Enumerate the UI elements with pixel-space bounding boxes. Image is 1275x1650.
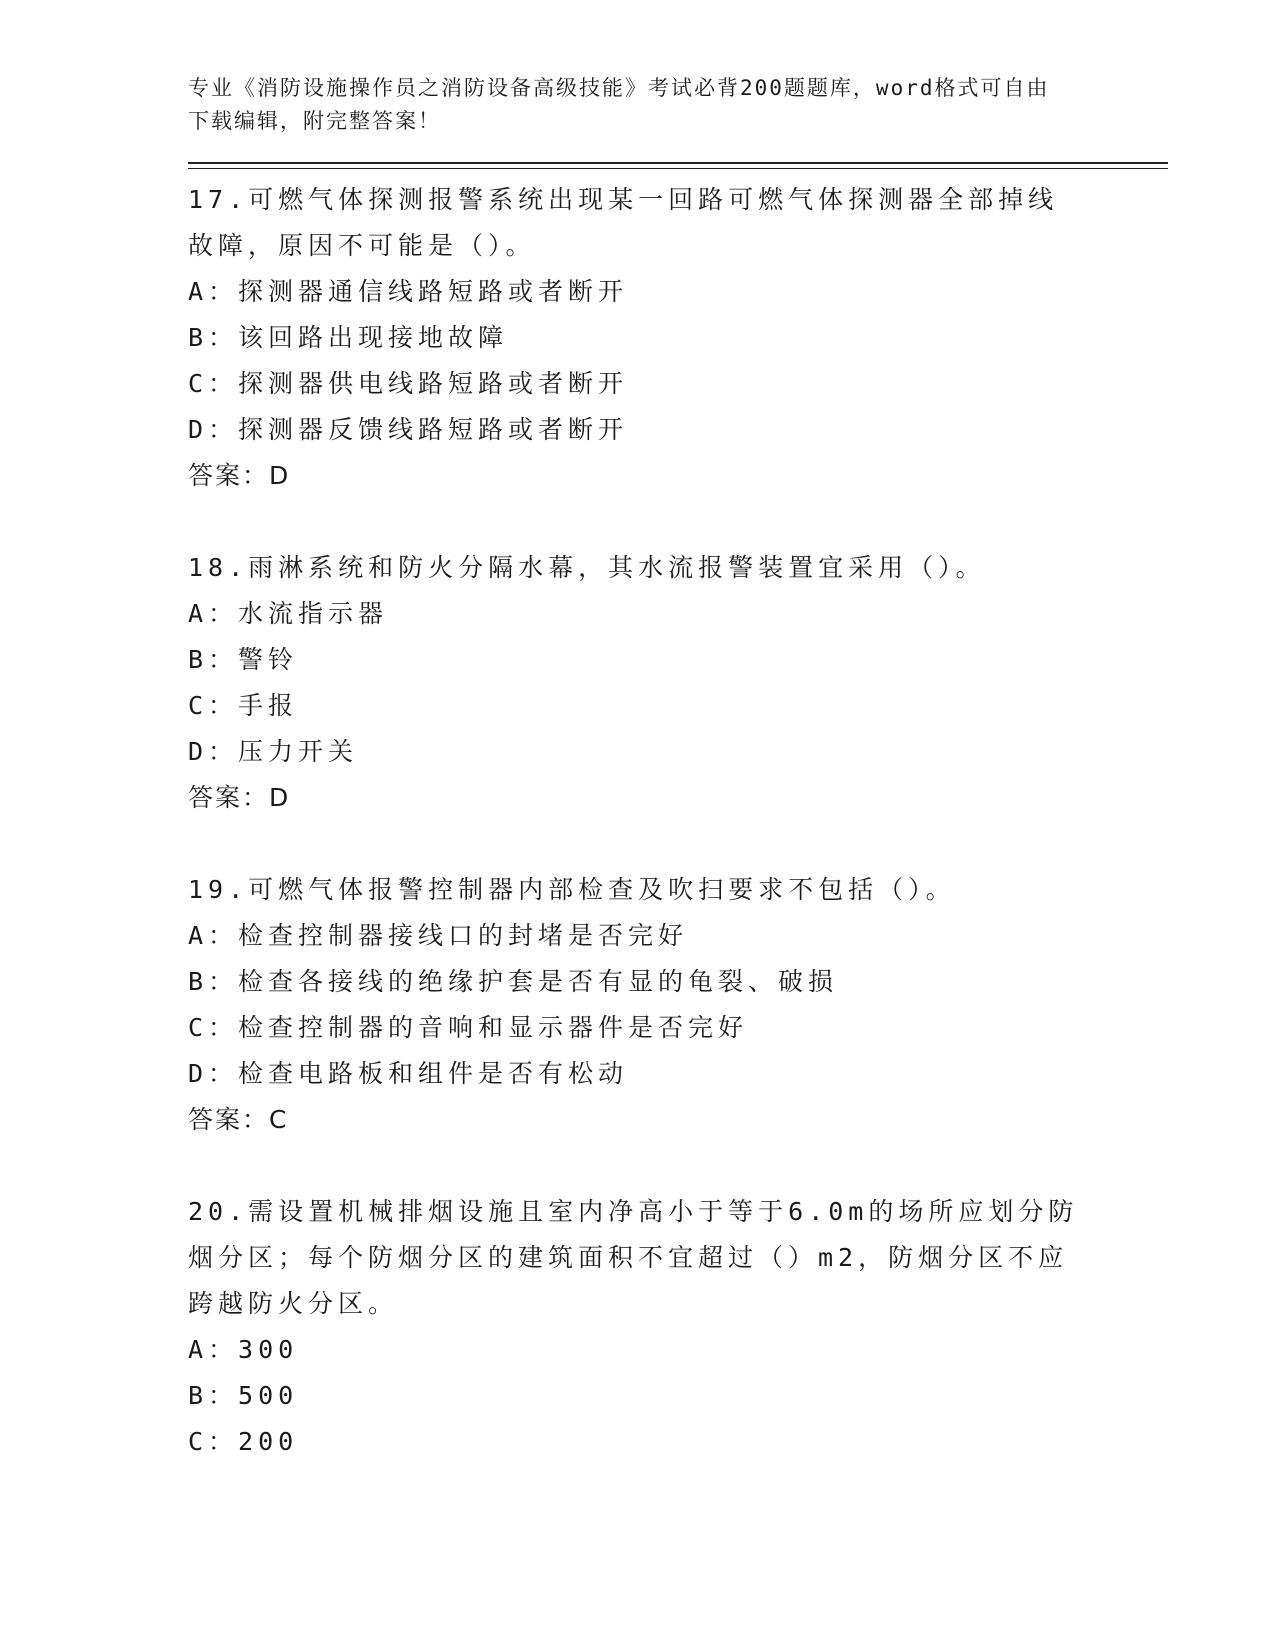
option-a: A：水流指示器 bbox=[188, 599, 389, 628]
question-18 bbox=[188, 545, 1168, 821]
question-stem: 18.雨淋系统和防火分隔水幕，其水流报警装置宜采用（）。 bbox=[188, 553, 986, 582]
answer-line: 答案：C bbox=[188, 1105, 289, 1134]
option-d: D：探测器反馈线路短路或者断开 bbox=[188, 415, 629, 444]
option-b: B：500 bbox=[188, 1381, 299, 1410]
option-b: B：该回路出现接地故障 bbox=[188, 323, 509, 352]
option-b: B：警铃 bbox=[188, 645, 299, 674]
option-c: C：检查控制器的音响和显示器件是否完好 bbox=[188, 1013, 749, 1042]
option-c: C：手报 bbox=[188, 691, 299, 720]
answer-line: 答案：D bbox=[188, 461, 291, 490]
document-header: 专业《消防设施操作员之消防设备高级技能》考试必背200题题库，word格式可自由下载编辑，附完整答案！ bbox=[188, 76, 1050, 133]
document-page bbox=[188, 72, 1168, 1465]
option-d: D：压力开关 bbox=[188, 737, 359, 766]
question-19 bbox=[188, 867, 1168, 1143]
question-stem: 17.可燃气体探测报警系统出现某一回路可燃气体探测器全部掉线故障，原因不可能是（）。 bbox=[188, 185, 1059, 260]
option-c: C：200 bbox=[188, 1427, 299, 1456]
option-a: A：探测器通信线路短路或者断开 bbox=[188, 277, 629, 306]
question-17 bbox=[188, 177, 1168, 499]
answer-line: 答案：D bbox=[188, 783, 291, 812]
header-divider bbox=[188, 162, 1168, 169]
option-d: D：检查电路板和组件是否有松动 bbox=[188, 1059, 629, 1088]
option-b: B：检查各接线的绝缘护套是否有显的龟裂、破损 bbox=[188, 967, 839, 996]
question-20 bbox=[188, 1189, 1168, 1465]
option-a: A：300 bbox=[188, 1335, 299, 1364]
question-stem: 19.可燃气体报警控制器内部检查及吹扫要求不包括（）。 bbox=[188, 875, 956, 904]
question-stem: 20.需设置机械排烟设施且室内净高小于等于6.0m的场所应划分防烟分区；每个防烟分区的建筑面积不宜超过（）m2，防烟分区不应跨越防火分区。 bbox=[188, 1197, 1079, 1318]
option-c: C：探测器供电线路短路或者断开 bbox=[188, 369, 629, 398]
option-a: A：检查控制器接线口的封堵是否完好 bbox=[188, 921, 689, 950]
